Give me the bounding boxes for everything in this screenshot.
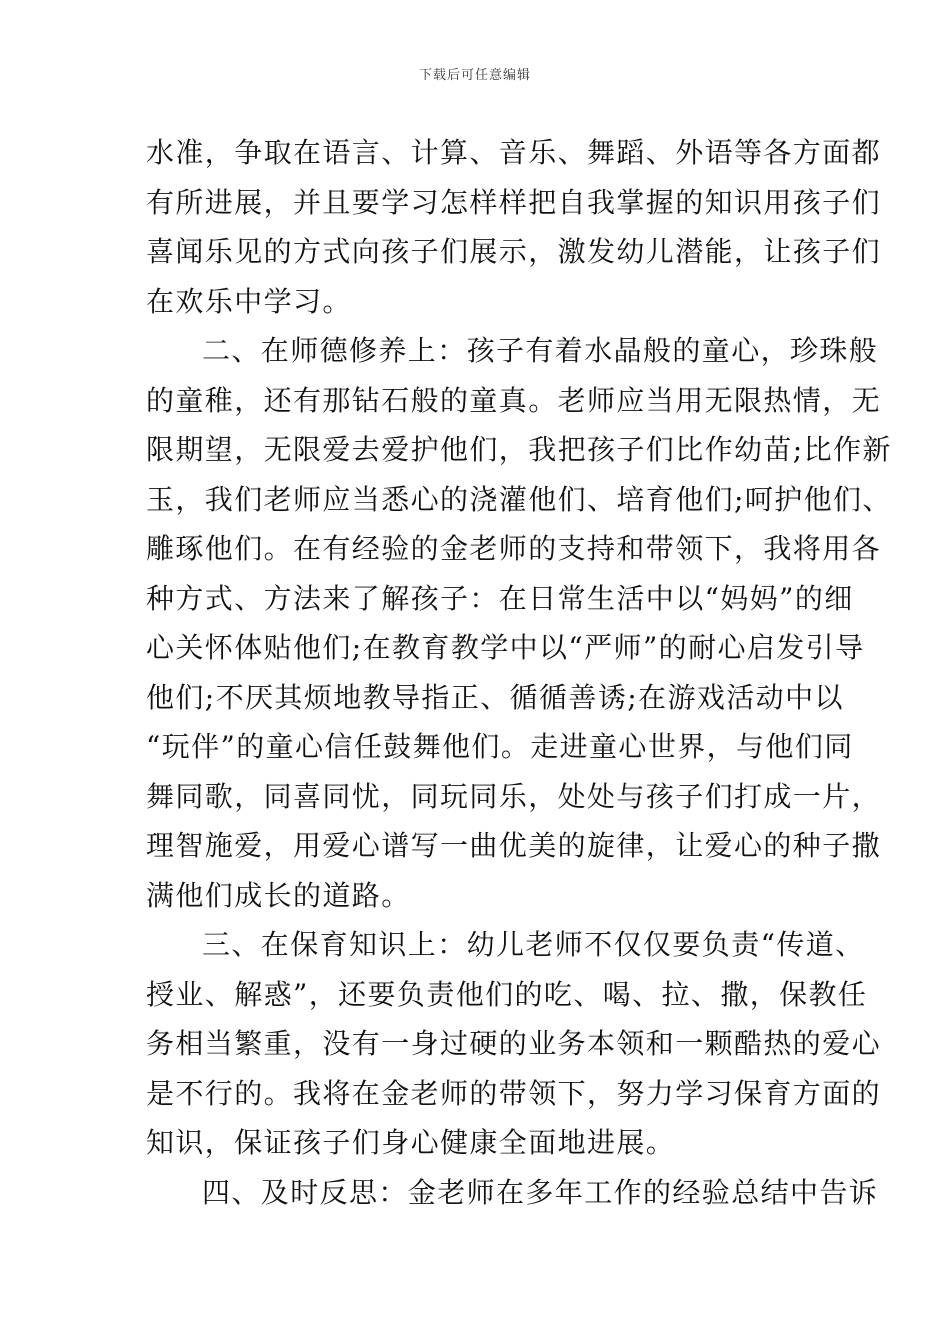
paragraph-reflection: [146, 1168, 879, 1218]
text-line: 满他们成长的道路。: [146, 878, 411, 912]
text-line: 种方式、方法来了解孩子：在日常生活中以“妈妈”的细: [146, 581, 854, 615]
paragraph-childcare-knowledge: [146, 920, 882, 1168]
page-header: 下载后可任意编辑: [418, 68, 531, 83]
text-line: 在欢乐中学习。: [146, 284, 352, 318]
text-line: 三、在保育知识上：幼儿老师不仅仅要负责“传道、: [202, 928, 865, 961]
text-line: 心关怀体贴他们;在教育教学中以“严师”的耐心启发引导: [146, 631, 865, 664]
text-line: 授业、解惑”，还要负责他们的吃、喝、拉、撒，保教任: [146, 977, 868, 1011]
text-line: 舞同歌，同喜同忧，同玩同乐，处处与孩子们打成一片，: [146, 779, 882, 813]
paragraph-continuation: [146, 128, 882, 326]
text-line: 二、在师德修养上：孩子有着水晶般的童心，珍珠般: [202, 334, 879, 367]
paragraph-teacher-ethics: [146, 326, 892, 920]
document-body: [146, 128, 892, 1217]
text-line: 是不行的。我将在金老师的带领下，努力学习保育方面的: [146, 1076, 882, 1110]
text-line: 理智施爱，用爱心谱写一曲优美的旋律，让爱心的种子撒: [146, 829, 882, 862]
text-line: 水准，争取在语言、计算、音乐、舞蹈、外语等各方面都: [146, 136, 882, 169]
text-line: 务相当繁重，没有一身过硬的业务本领和一颗酷热的爱心: [146, 1027, 882, 1060]
text-line: 雕琢他们。在有经验的金老师的支持和带领下，我将用各: [146, 532, 882, 565]
text-line: 他们;不厌其烦地教导指正、循循善诱;在游戏活动中以: [146, 680, 844, 714]
text-line: 四、及时反思：金老师在多年工作的经验总结中告诉: [202, 1175, 879, 1209]
text-line: 限期望，无限爱去爱护他们，我把孩子们比作幼苗;比作新: [146, 433, 892, 466]
text-line: “玩伴”的童心信任鼓舞他们。走进童心世界，与他们同: [146, 730, 854, 763]
text-line: 玉，我们老师应当悉心的浇灌他们、培育他们;呵护他们、: [146, 482, 892, 516]
text-line: 的童稚，还有那钻石般的童真。老师应当用无限热情，无: [146, 383, 882, 417]
text-line: 喜闻乐见的方式向孩子们展示，激发幼儿潜能，让孩子们: [146, 235, 882, 268]
text-line: 有所进展，并且要学习怎样样把自我掌握的知识用孩子们: [146, 185, 882, 219]
text-line: 知识，保证孩子们身心健康全面地进展。: [146, 1126, 676, 1159]
